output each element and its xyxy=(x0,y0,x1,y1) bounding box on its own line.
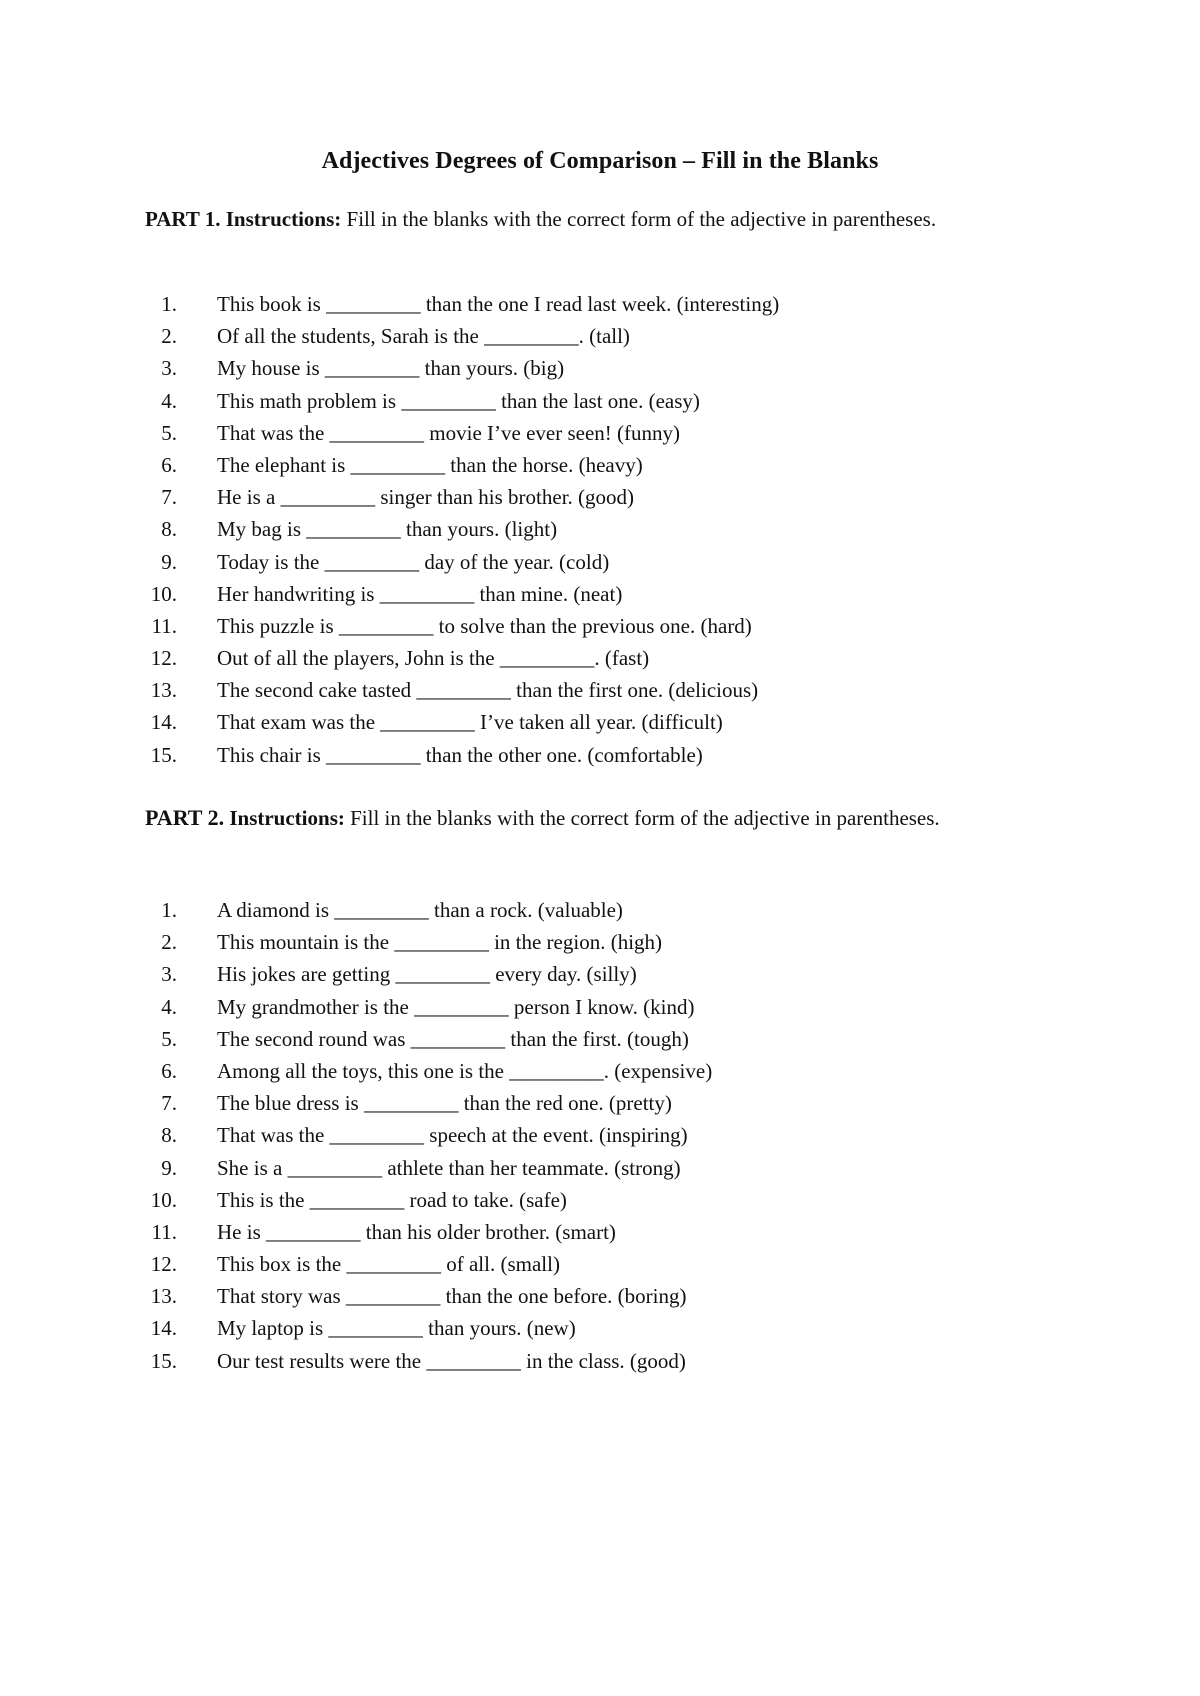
question-text: This math problem is _________ than the last one. (easy) xyxy=(217,388,700,413)
question-item xyxy=(145,739,1045,771)
question-item xyxy=(145,352,1045,384)
question-number: 2. xyxy=(161,930,177,955)
question-item xyxy=(145,417,1045,449)
question-text: This mountain is the _________ in the region. (high) xyxy=(217,930,663,955)
question-number: 8. xyxy=(161,1123,177,1148)
question-item xyxy=(145,1023,1045,1055)
question-text: Today is the _________ day of the year. (cold) xyxy=(217,549,610,574)
question-item xyxy=(145,513,1045,545)
question-number: 13. xyxy=(150,678,177,703)
question-text: The blue dress is _________ than the red one. (pretty) xyxy=(217,1091,672,1116)
question-text: This is the _________ road to take. (safe) xyxy=(217,1187,567,1212)
question-number: 6. xyxy=(161,1058,177,1083)
question-text: That story was _________ than the one before. (boring) xyxy=(217,1284,687,1309)
question-text: This book is _________ than the one I read last week. (interesting) xyxy=(217,292,780,316)
question-number: 10. xyxy=(150,1187,177,1212)
question-number: 10. xyxy=(150,581,177,606)
question-number: 2. xyxy=(161,324,177,349)
question-text: That was the _________ speech at the event. (inspiring) xyxy=(217,1123,688,1148)
question-text: This box is the _________ of all. (small) xyxy=(217,1252,560,1277)
question-text: He is a _________ singer than his brother. (good) xyxy=(217,485,635,510)
part-2-instructions-label: Instructions: xyxy=(229,806,345,830)
part-2-question-list xyxy=(145,894,1045,1377)
question-text: Among all the toys, this one is the _________. (expensive) xyxy=(217,1058,713,1083)
question-item xyxy=(145,546,1045,578)
question-item xyxy=(145,320,1045,352)
question-text: A diamond is _________ than a rock. (valuable) xyxy=(217,898,623,922)
question-number: 7. xyxy=(161,485,177,510)
question-text: She is a _________ athlete than her teammate. (strong) xyxy=(217,1155,681,1180)
question-number: 4. xyxy=(161,994,177,1019)
question-item xyxy=(145,1345,1045,1377)
question-text: Of all the students, Sarah is the _________. (tall) xyxy=(217,324,630,349)
question-text: His jokes are getting _________ every day. (silly) xyxy=(217,962,637,987)
question-item xyxy=(145,481,1045,513)
question-number: 6. xyxy=(161,452,177,477)
question-number: 5. xyxy=(161,1026,177,1051)
part-1-question-list xyxy=(145,288,1045,771)
question-text: He is _________ than his older brother. (smart) xyxy=(217,1219,616,1244)
question-number: 15. xyxy=(150,1348,177,1373)
question-item xyxy=(145,610,1045,642)
part-1-instructions-text: Fill in the blanks with the correct form of the adjective in parentheses. xyxy=(346,207,937,231)
question-number: 14. xyxy=(150,710,177,735)
part-2-instructions-text: Fill in the blanks with the correct form of the adjective in parentheses. xyxy=(350,806,940,830)
question-item xyxy=(145,674,1045,706)
question-text: The elephant is _________ than the horse. (heavy) xyxy=(217,452,643,477)
question-item xyxy=(145,1087,1045,1119)
question-item xyxy=(145,1119,1045,1151)
question-number: 3. xyxy=(161,962,177,987)
question-item xyxy=(145,1216,1045,1248)
part-1-label: PART 1. xyxy=(145,207,221,231)
question-text: That was the _________ movie I’ve ever seen! (funny) xyxy=(217,420,681,445)
question-item xyxy=(145,1055,1045,1087)
question-number: 7. xyxy=(161,1091,177,1116)
part-2-instructions xyxy=(145,803,975,833)
question-item xyxy=(145,926,1045,958)
question-number: 1. xyxy=(161,292,177,316)
question-item xyxy=(145,642,1045,674)
question-item xyxy=(145,1312,1045,1344)
question-number: 12. xyxy=(150,646,177,671)
question-number: 5. xyxy=(161,420,177,445)
question-item xyxy=(145,1280,1045,1312)
question-number: 9. xyxy=(161,549,177,574)
question-text: That exam was the _________ I’ve taken all year. (difficult) xyxy=(217,710,723,735)
part-1-instructions-label: Instructions: xyxy=(225,207,342,231)
question-text: This chair is _________ than the other one. (comfortable) xyxy=(217,742,703,767)
question-number: 13. xyxy=(150,1284,177,1309)
question-number: 11. xyxy=(151,613,177,638)
question-number: 3. xyxy=(161,356,177,381)
question-text: This puzzle is _________ to solve than the previous one. (hard) xyxy=(217,613,752,638)
part-2-label: PART 2. xyxy=(145,805,225,830)
question-item xyxy=(145,991,1045,1023)
question-number: 14. xyxy=(150,1316,177,1341)
question-item xyxy=(145,894,1045,926)
question-text: Out of all the players, John is the _________. (fast) xyxy=(217,646,650,671)
question-item xyxy=(145,578,1045,610)
question-text: My laptop is _________ than yours. (new) xyxy=(217,1316,576,1341)
question-number: 4. xyxy=(161,388,177,413)
worksheet-title: Adjectives Degrees of Comparison – Fill in the Blanks xyxy=(321,148,879,174)
question-number: 8. xyxy=(161,517,177,542)
question-item xyxy=(145,958,1045,990)
question-text: My house is _________ than yours. (big) xyxy=(217,356,565,381)
question-number: 9. xyxy=(161,1155,177,1180)
question-text: My bag is _________ than yours. (light) xyxy=(217,517,558,542)
question-text: The second cake tasted _________ than the first one. (delicious) xyxy=(217,678,759,703)
question-text: The second round was _________ than the first. (tough) xyxy=(217,1026,689,1051)
question-item xyxy=(145,449,1045,481)
question-number: 12. xyxy=(150,1252,177,1277)
question-item xyxy=(145,288,1045,320)
question-number: 1. xyxy=(161,898,177,922)
question-item xyxy=(145,706,1045,738)
question-item xyxy=(145,1248,1045,1280)
question-text: Her handwriting is _________ than mine. (neat) xyxy=(217,581,623,606)
question-text: Our test results were the _________ in the class. (good) xyxy=(217,1348,686,1373)
question-number: 11. xyxy=(151,1219,177,1244)
question-item xyxy=(145,1152,1045,1184)
question-number: 15. xyxy=(150,742,177,767)
question-text: My grandmother is the _________ person I know. (kind) xyxy=(217,994,695,1019)
question-item xyxy=(145,1184,1045,1216)
question-item xyxy=(145,385,1045,417)
part-1-instructions xyxy=(145,205,975,234)
